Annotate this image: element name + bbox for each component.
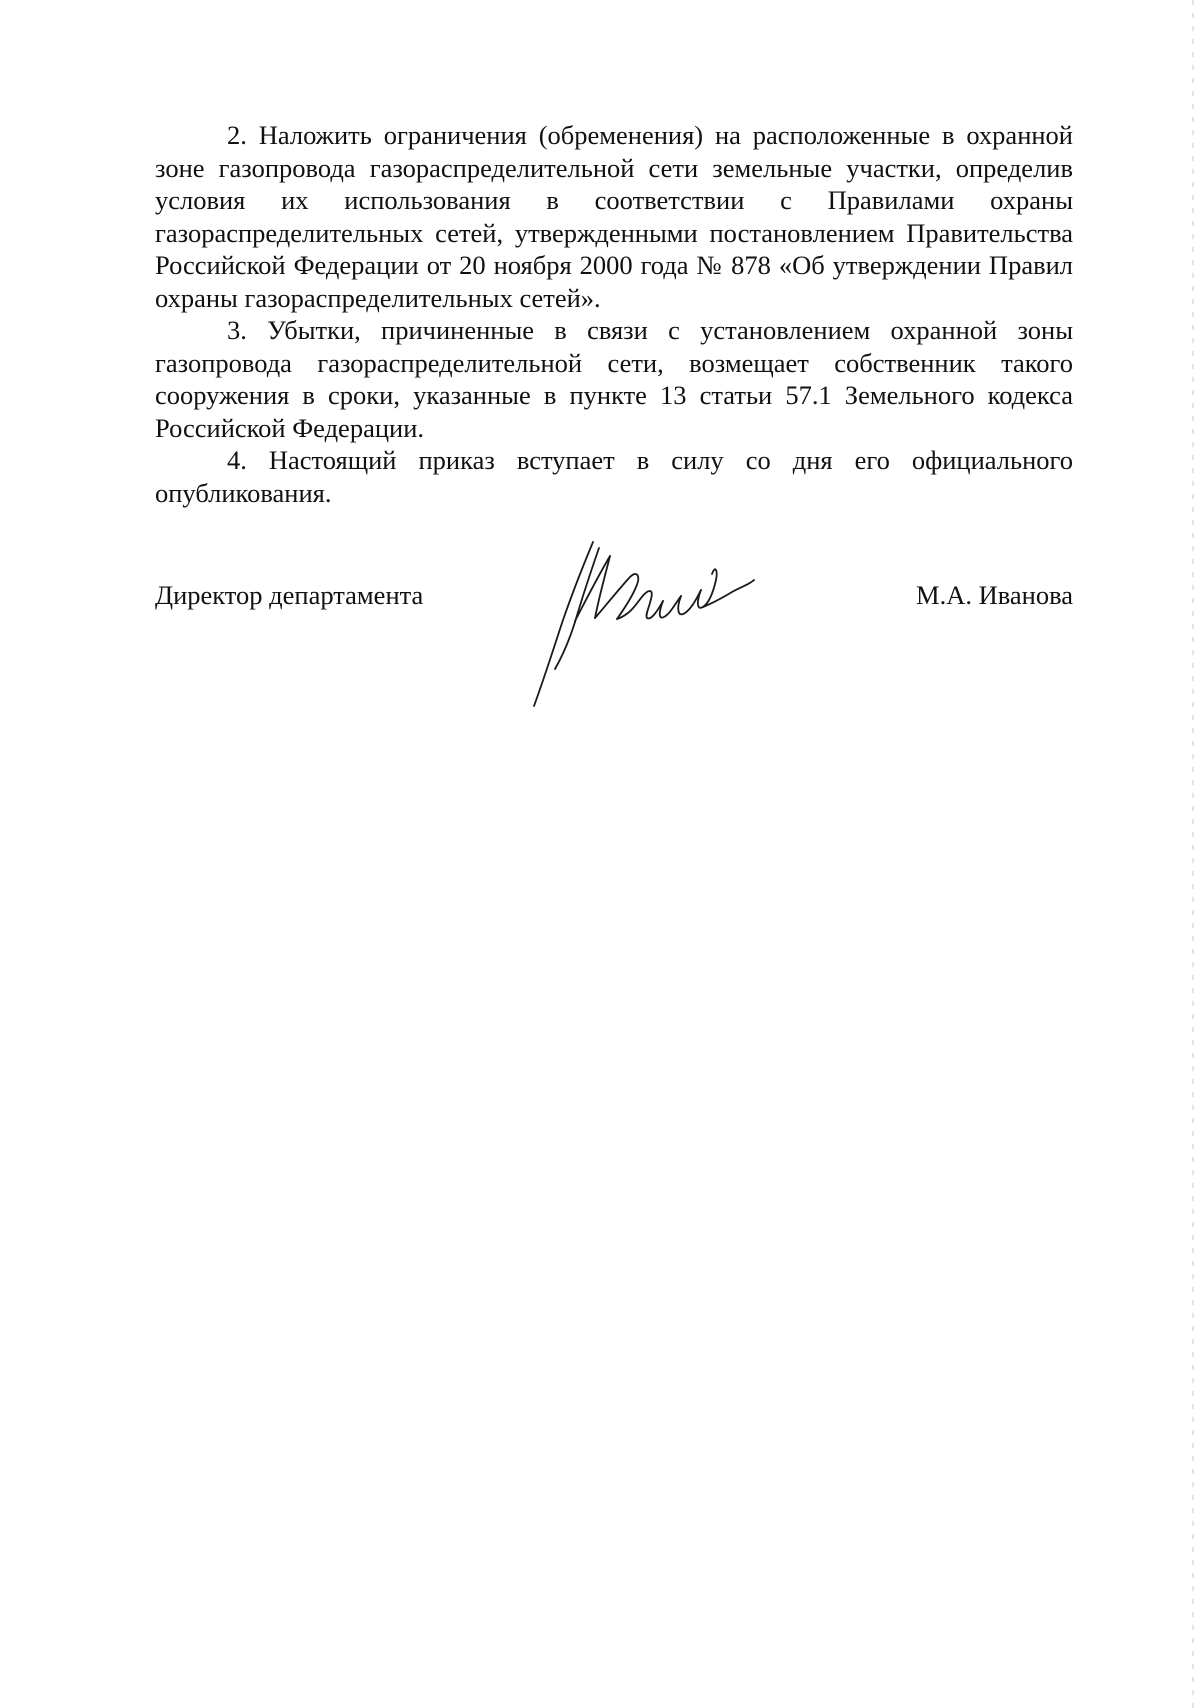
handwritten-signature <box>515 534 755 719</box>
paragraph-2: 2. Наложить ограничения (обременения) на расположенные в охранной зоне газопровода газораспределительной сети земельные участки, определив условия их использования в соответствии с Правилами охраны газораспределительных сетей, утвержденными постановлением Правительства Российской Федерации от 20 ноября 2000 года № 878 «Об утверждении Правил охраны газораспределительных сетей». <box>155 120 1073 313</box>
signatory-position: Директор департамента <box>155 580 424 610</box>
document-body <box>155 119 1073 509</box>
scan-edge-line <box>1192 0 1194 1708</box>
paragraph-4: 4. Настоящий приказ вступает в силу со дня его официального опубликования. <box>155 445 1073 508</box>
signature-block <box>155 579 1073 719</box>
paragraph-3: 3. Убытки, причиненные в связи с установлением охранной зоны газопровода газораспределительной сети, возмещает собственник такого сооружения в сроки, указанные в пункте 13 статьи 57.1 Земельного кодекса Российской Федерации. <box>155 315 1073 443</box>
signer-name: М.А. Иванова <box>916 580 1073 610</box>
